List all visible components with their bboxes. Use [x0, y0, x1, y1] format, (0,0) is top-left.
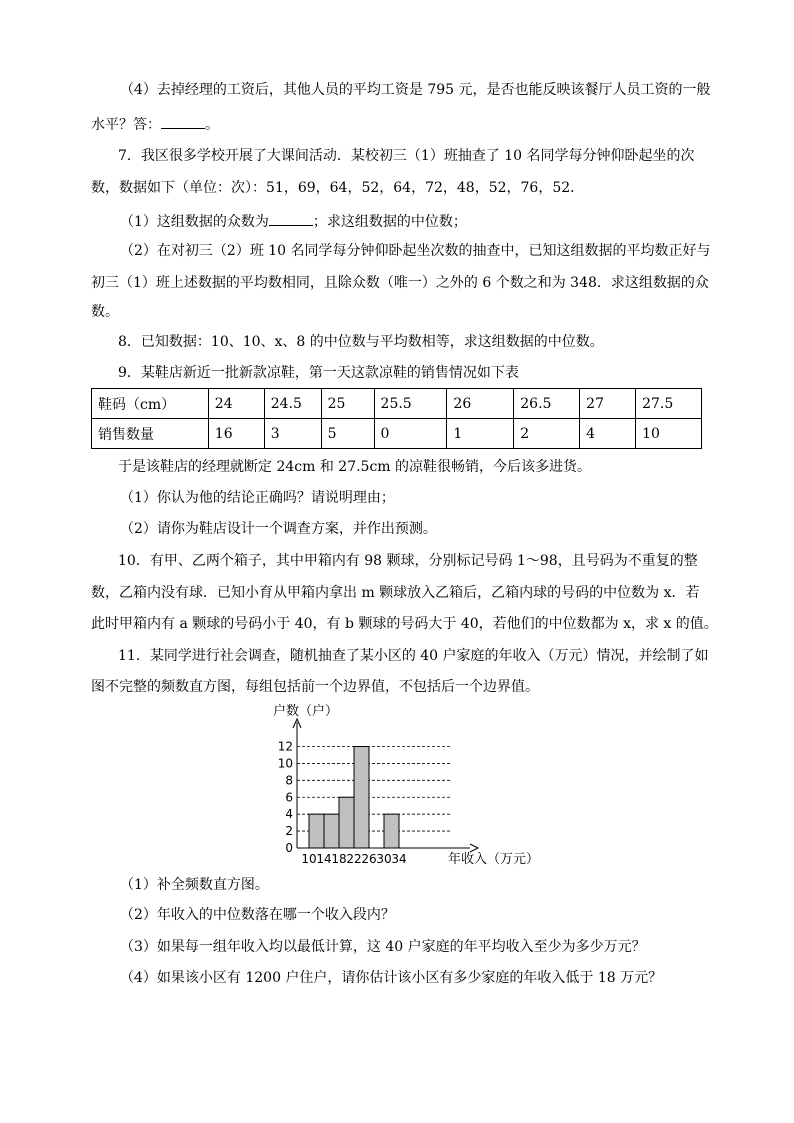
x-tick-label: 34	[391, 852, 407, 866]
q7-line2: 数，数据如下（单位：次）：51，69，64，52，64，72，48，52，76，52．	[91, 180, 585, 196]
y-tick-label: 10	[277, 756, 293, 771]
table-cell: 5	[321, 419, 374, 449]
q11-part3: （3）如果每一组年收入均以最低计算，这 40 户家庭的年平均收入至少为多少万元？	[120, 939, 646, 955]
table-cell: 销售数量	[92, 419, 209, 449]
x-tick-label: 10	[301, 852, 317, 866]
table-cell: 2	[514, 419, 580, 449]
y-tick-label: 2	[285, 824, 293, 839]
q9-part1: （1）你认为他的结论正确吗？请说明理由；	[120, 490, 395, 506]
q7-part2-line3: 数。	[91, 304, 119, 320]
table-cell: 27	[580, 389, 636, 419]
q9-line1: 9．某鞋店新近一批新款凉鞋，第一天这款凉鞋的销售情况如下表	[118, 365, 519, 381]
q7-line1: 7．我区很多学校开展了大课间活动．某校初三（1）班抽查了 10 名同学每分钟仰卧起坐的次	[118, 148, 695, 164]
x-tick-label: 14	[316, 852, 332, 866]
y-tick-label: 4	[285, 807, 293, 822]
table-row	[92, 419, 702, 449]
histogram-bar	[354, 747, 369, 849]
answer-blank	[161, 113, 205, 129]
frequency-histogram	[270, 700, 570, 872]
x-tick-label: 22	[346, 852, 362, 866]
y-axis-label: 户数（户）	[273, 704, 339, 719]
q9-part2: （2）请你为鞋店设计一个调查方案，并作出预测。	[120, 521, 437, 537]
x-axis-arrow	[470, 844, 478, 852]
table-cell: 1	[447, 419, 514, 449]
table-cell: 26	[447, 389, 514, 419]
q6-4-suffix: 。	[205, 117, 219, 133]
histogram-bar	[384, 814, 399, 848]
q11-line1: 11．某同学进行社会调查，随机抽查了某小区的 40 户家庭的年收入（万元）情况，并绘制了如	[118, 648, 709, 664]
table-row	[92, 389, 702, 419]
x-axis-label: 年收入（万元）	[448, 852, 540, 867]
table-cell: 鞋码（cm）	[92, 389, 209, 419]
q7-part1-prefix: （1）这组数据的众数为	[120, 214, 269, 230]
q7-part2-line1: （2）在对初三（2）班 10 名同学每分钟仰卧起坐次数的抽查中，已知这组数据的平均数正好与	[120, 243, 711, 259]
y-tick-label: 0	[285, 841, 293, 855]
q7-part1-suffix: ；求这组数据的中位数；	[312, 214, 467, 230]
q11-part2: （2）年收入的中位数落在哪一个收入段内？	[120, 907, 395, 923]
q6-4-line2	[91, 113, 219, 135]
y-tick-label: 12	[277, 739, 293, 754]
q11-line2: 图不完整的频数直方图，每组包括前一个边界值，不包括后一个边界值。	[91, 679, 539, 695]
table-cell: 24.5	[264, 389, 321, 419]
histogram-bar	[309, 814, 324, 848]
q6-4-line1: （4）去掉经理的工资后，其他人员的平均工资是 795 元，是否也能反映该餐厅人员工资的一般	[120, 82, 711, 98]
q10-line1: 10．有甲、乙两个箱子，其中甲箱内有 98 颗球，分别标记号码 1～98，且号码为不重复的整	[118, 553, 698, 569]
table-cell: 24	[208, 389, 264, 419]
table-cell: 0	[374, 419, 447, 449]
x-tick-label: 18	[331, 852, 347, 866]
x-tick-label: 30	[376, 852, 392, 866]
q7-part2-line2: 初三（1）班上述数据的平均数相同，且除众数（唯一）之外的 6 个数之和为 348．求这组数据的众	[91, 275, 709, 291]
table-cell: 25	[321, 389, 374, 419]
q6-4-prefix: 水平？答：	[91, 117, 161, 133]
q10-line2: 数，乙箱内没有球．已知小育从甲箱内拿出 m 颗球放入乙箱后，乙箱内球的号码的中位数为 x．若	[91, 585, 700, 601]
shoe-sales-table	[91, 388, 702, 449]
table-cell: 10	[636, 419, 702, 449]
q9-after-text: 于是该鞋店的经理就断定 24cm 和 27.5cm 的凉鞋很畅销，今后该多进货。	[118, 459, 592, 475]
table-cell: 3	[264, 419, 321, 449]
q11-part4: （4）如果该小区有 1200 户住户，请你估计该小区有多少家庭的年收入低于 18 万元？	[120, 970, 663, 986]
q7-part1	[120, 210, 467, 232]
q8-line1: 8．已知数据：10、10、x、8 的中位数与平均数相等，求这组数据的中位数。	[118, 334, 604, 350]
table-cell: 25.5	[374, 389, 447, 419]
y-tick-label: 6	[285, 790, 293, 805]
table-cell: 26.5	[514, 389, 580, 419]
histogram-bar	[324, 814, 339, 848]
histogram-bar	[339, 797, 354, 848]
q10-line3: 此时甲箱内有 a 颗球的号码小于 40，有 b 颗球的号码大于 40，若他们的中位数都为 x，求 x 的值。	[91, 616, 718, 632]
answer-blank	[269, 210, 313, 226]
table-cell: 27.5	[636, 389, 702, 419]
y-tick-label: 8	[285, 773, 293, 788]
x-tick-label: 26	[361, 852, 377, 866]
table-cell: 4	[580, 419, 636, 449]
q11-part1: （1）补全频数直方图。	[120, 877, 269, 893]
table-cell: 16	[208, 419, 264, 449]
